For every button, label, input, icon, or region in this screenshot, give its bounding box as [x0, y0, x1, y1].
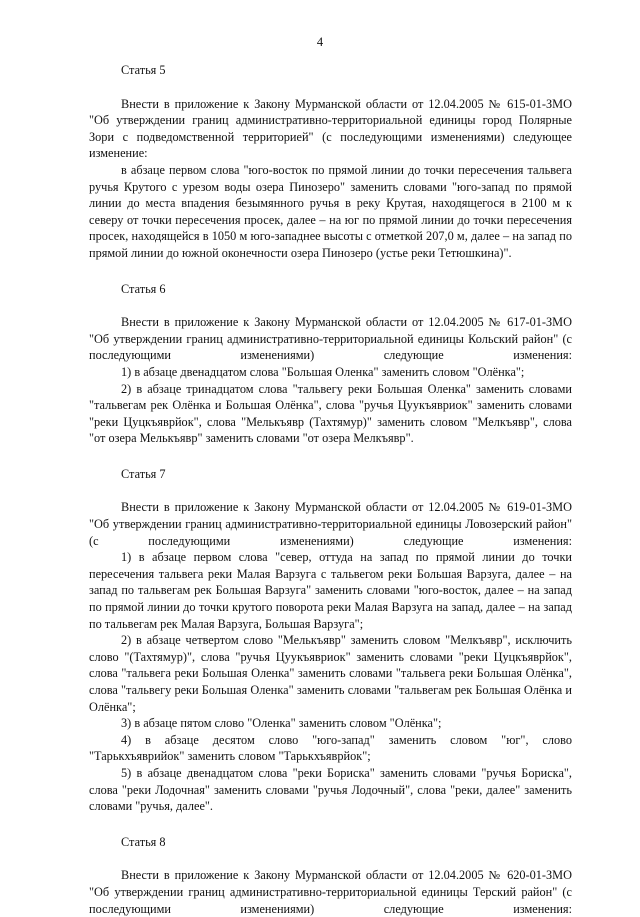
article-7	[89, 466, 572, 815]
article-6-item-2: 2) в абзаце тринадцатом слова "тальвегу реки Большая Оленка" заменить словами "тальвегам рек Олёнка и Большая Олёнка", слова "ручья Цуукъявриок" заменить словами "реки Цуцкъяврйок", слова "Мелькъявр (Тахтямур)" заменить словом "Мелкъявр", слова "от озера Мелькъявр" заменить словами "от озера Мелкъявр".	[89, 381, 572, 446]
page-number: 4	[316, 35, 324, 49]
article-7-intro: Внести в приложение к Закону Мурманской области от 12.04.2005 № 619-01-ЗМО "Об утверждении границ административно-территориальной единицы Ловозерский район" (с последующими изменениями) следующие изменения:	[89, 500, 572, 548]
article-5-change: в абзаце первом слова "юго-восток по прямой линии до точки пересечения тальвега ручья Крутого с урезом воды озера Пинозеро" заменить словами "юго-запад по прямой линии до места впадения безымянного ручья в реку Крутая, находящегося в 2100 м к северу от точки пересечения просек, далее – на юг по прямой линии до точки пересечения просек, находящейся в 1050 м юго-западнее высоты с отметкой 207,0 м, далее – на запад по прямой линии до южной оконечности озера Пинозеро (устье реки Тетюшкина)".	[89, 162, 572, 260]
article-5-heading: Статья 5	[121, 63, 166, 77]
article-6-item-1: 1) в абзаце двенадцатом слова "Большая Оленка" заменить словом "Олёнка";	[121, 364, 525, 379]
article-7-heading: Статья 7	[121, 466, 166, 481]
article-7-item-4: 4) в абзаце десятом слово "юго-запад" заменить словом "юг", слово "Тарькхъяврийок" заменить словом "Тарькхъяврйок";	[89, 732, 572, 764]
article-6-heading: Статья 6	[121, 281, 166, 296]
article-7-item-1: 1) в абзаце первом слова "север, оттуда на запад по прямой линии до точки пересечения тальвега реки Малая Варзуга с тальвегом реки Большая Варзуга, далее – на запад по тальвегам рек Большая Варзуга" заменить словами "юго-восток, далее – на запад по прямой линии до точки крутого поворота реки Малая Варзуга на запад, далее – на запад по тальвегам рек Малая Варзуга, Большая Варзуга";	[89, 550, 572, 631]
article-5	[89, 62, 572, 262]
article-7-item-3: 3) в абзаце пятом слово "Оленка" заменить словом "Олёнка";	[121, 716, 442, 731]
article-8-intro: Внести в приложение к Закону Мурманской области от 12.04.2005 № 620-01-ЗМО "Об утверждении границ административно-территориальной единицы Терский район" (с последующими изменениями) следующие изменения:	[89, 868, 572, 916]
article-7-item-2: 2) в абзаце четвертом слово "Мелькъявр" заменить словом "Мелкъявр", исключить слово "(Тахтямур)", слова "ручья Цуукъявриок" заменить словами "реки Цуцкъяврйок", слова "тальвега реки Большая Оленка" заменить словами "тальвега реки Большая Олёнка", слова "тальвегу реки Большая Оленка" заменить словами "тальвегам рек Большая Олёнка и Олёнка";	[89, 633, 572, 714]
document-body	[89, 62, 572, 917]
article-6	[89, 281, 572, 447]
article-5-intro: Внести в приложение к Закону Мурманской области от 12.04.2005 № 615-01-ЗМО "Об утверждении границ административно-территориальной единицы город Полярные Зори с подведомственной территорией" (с последующими изменениями) следующее изменение:	[89, 96, 572, 161]
article-6-intro: Внести в приложение к Закону Мурманской области от 12.04.2005 № 617-01-ЗМО "Об утверждении границ административно-территориальной единицы Кольский район" (с последующими изменениями) следующие изменения:	[89, 315, 572, 363]
article-7-item-5: 5) в абзаце двенадцатом слова "реки Бориска" заменить словами "ручья Бориска", слова "реки Лодочная" заменить словами "ручья Лодочный", слова "реки, далее" заменить словами "ручья, далее".	[89, 765, 572, 814]
article-8-heading: Статья 8	[121, 834, 166, 849]
